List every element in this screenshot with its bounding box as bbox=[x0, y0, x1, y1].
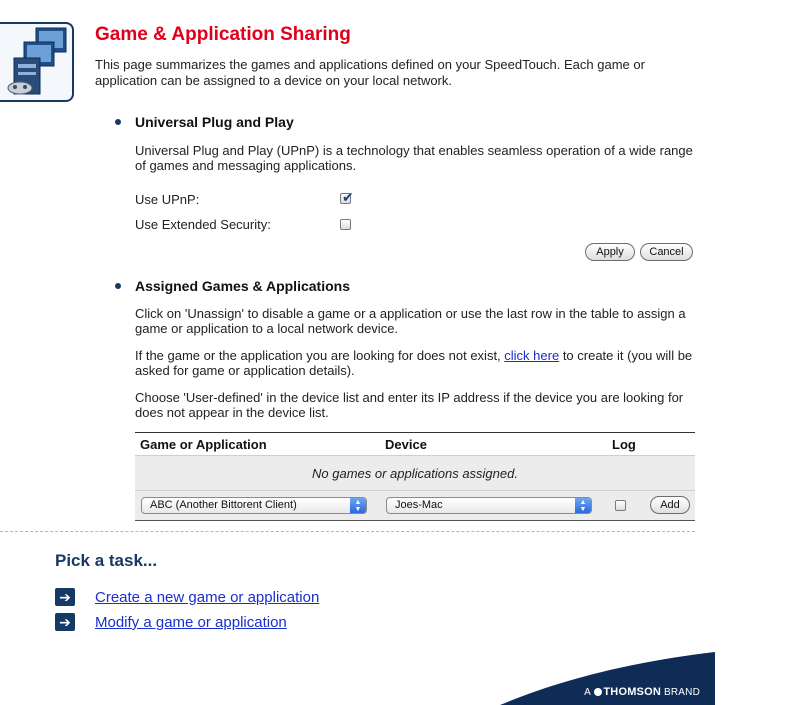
assigned-paragraph-3: Choose 'User-defined' in the device list and enter its IP address if the device you are looking for does not appear in the device list. bbox=[135, 390, 684, 420]
page-header-icon bbox=[0, 22, 74, 102]
game-select-value: ABC (Another Bittorent Client) bbox=[150, 499, 297, 511]
brand-name: THOMSON bbox=[603, 686, 661, 698]
bullet-icon bbox=[115, 119, 121, 125]
task-section-title: Pick a task... bbox=[55, 551, 158, 570]
upnp-heading-text: Universal Plug and Play bbox=[135, 114, 294, 130]
assigned-paragraph-2 bbox=[135, 348, 695, 378]
arrow-right-icon: ➔ bbox=[55, 588, 75, 606]
column-header-device: Device bbox=[385, 437, 427, 452]
extended-security-label: Use Extended Security: bbox=[135, 217, 271, 232]
column-header-game: Game or Application bbox=[140, 437, 267, 452]
networked-computers-icon bbox=[0, 24, 72, 100]
para2-text-before: If the game or the application you are looking for does not exist, bbox=[135, 348, 505, 363]
assigned-heading-text: Assigned Games & Applications bbox=[135, 278, 350, 294]
table-empty-row: No games or applications assigned. bbox=[135, 455, 695, 490]
select-arrows-icon: ▲ ▼ bbox=[350, 498, 366, 513]
use-upnp-checkbox[interactable] bbox=[340, 189, 354, 205]
upnp-description: Universal Plug and Play (UPnP) is a technology that enables seamless operation of a wide range of games and messaging applications. bbox=[135, 143, 693, 173]
thomson-logo-icon bbox=[594, 688, 602, 696]
brand-logo bbox=[584, 686, 700, 698]
brand-suffix: BRAND bbox=[663, 687, 700, 698]
cancel-button[interactable]: Cancel bbox=[640, 243, 693, 261]
log-checkbox[interactable] bbox=[615, 500, 626, 511]
bullet-icon bbox=[115, 283, 121, 289]
column-header-log: Log bbox=[612, 437, 636, 452]
brand-prefix: A bbox=[584, 687, 591, 698]
checkmark-icon: ✔ bbox=[342, 189, 354, 205]
use-upnp-label: Use UPnP: bbox=[135, 192, 200, 207]
create-new-game-link[interactable]: Create a new game or application bbox=[95, 589, 320, 606]
upnp-section-heading bbox=[115, 114, 294, 130]
assigned-paragraph-1: Click on 'Unassign' to disable a game or a application or use the last row in the table to assign a game or application to a local network device. bbox=[135, 306, 686, 336]
table-new-row bbox=[135, 490, 695, 521]
section-divider bbox=[0, 531, 695, 532]
modify-game-link[interactable]: Modify a game or application bbox=[95, 614, 287, 631]
page-title: Game & Application Sharing bbox=[95, 24, 351, 45]
table-top-rule bbox=[135, 432, 695, 433]
add-button[interactable]: Add bbox=[650, 496, 690, 514]
assigned-section-heading bbox=[115, 278, 350, 294]
game-select[interactable] bbox=[141, 497, 367, 514]
para2-text-after: to create it (you will be asked for game or application details). bbox=[135, 348, 693, 378]
device-select-value: Joes-Mac bbox=[395, 499, 443, 511]
create-game-link[interactable]: click here bbox=[504, 348, 560, 363]
select-arrows-icon: ▲ ▼ bbox=[575, 498, 591, 513]
extended-security-checkbox[interactable] bbox=[340, 219, 351, 230]
page-intro: This page summarizes the games and applications defined on your SpeedTouch. Each game or application can be assigned to a device on your local network. bbox=[95, 57, 645, 88]
device-select[interactable] bbox=[386, 497, 592, 514]
arrow-right-icon: ➔ bbox=[55, 613, 75, 631]
apply-button[interactable]: Apply bbox=[585, 243, 635, 261]
